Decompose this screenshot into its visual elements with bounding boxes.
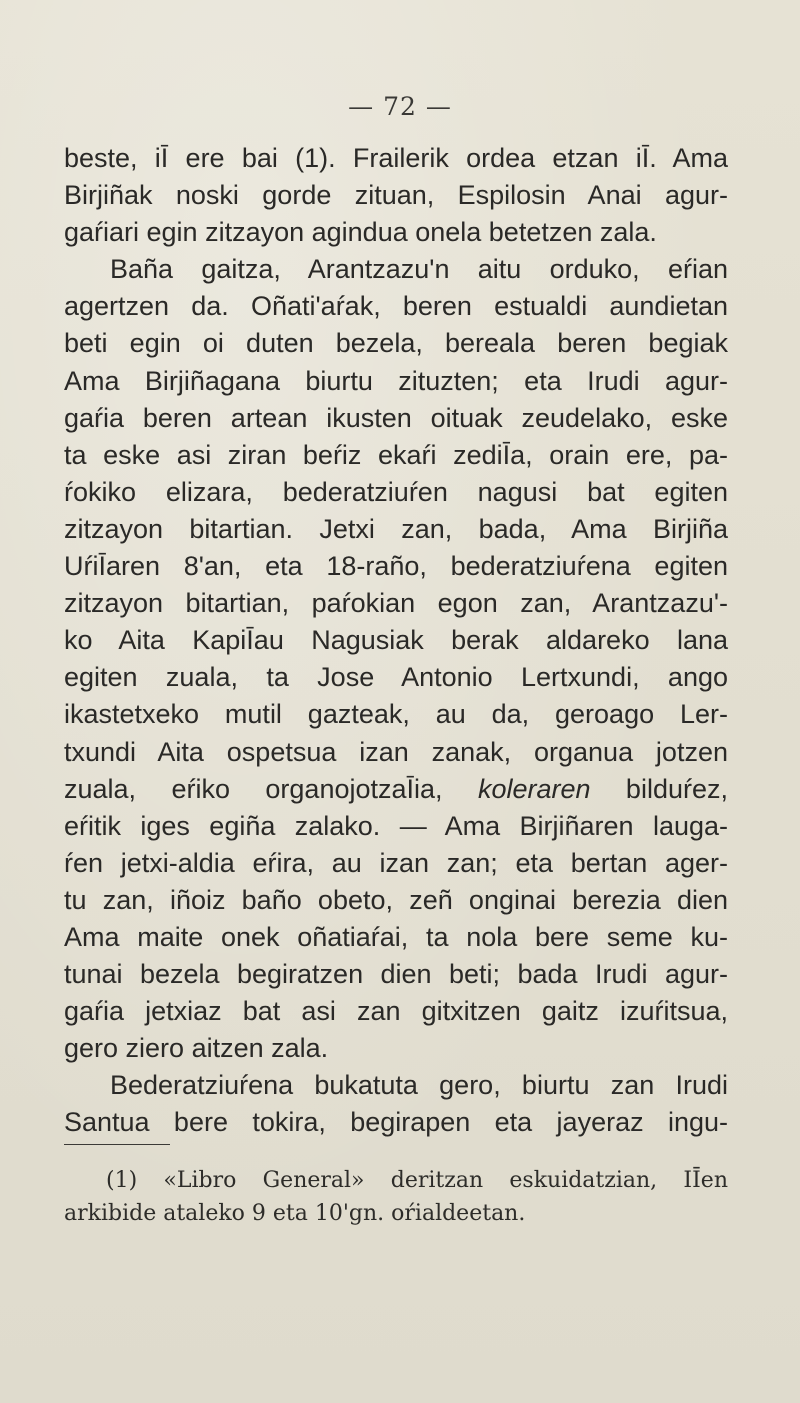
text-line: gaŕia jetxiaz bat asi zan gitxitzen gaitz izuŕitsua,	[64, 996, 728, 1027]
text-line: agertzen da. Oñati'aŕak, beren estualdi aundietan	[64, 291, 728, 322]
text-line: ko Aita KapiĪau Nagusiak berak aldareko lana	[64, 625, 728, 656]
text-line: Bederatziuŕena bukatuta gero, biurtu zan Irudi	[110, 1070, 728, 1101]
text-line: Birjiñak noski gorde zituan, Espilosin Anai agur-	[64, 180, 728, 211]
text-line: gaŕiari egin zitzayon agindua onela betetzen zala.	[64, 217, 657, 248]
text-line: gaŕia beren artean ikusten oituak zeudelako, eske	[64, 402, 728, 433]
text-line: ŕen jetxi-aldia eŕira, au izan zan; eta bertan ager-	[64, 847, 728, 878]
text-line: tunai bezela begiratzen dien beti; bada Irudi agur-	[64, 959, 728, 990]
text-line: eŕitik iges egiña zalako. — Ama Birjiñaren lauga-	[64, 810, 728, 841]
footnote	[64, 1164, 728, 1230]
text-line: zitzayon bitartian, paŕokian egon zan, Arantzazu'-	[64, 588, 728, 619]
body-text	[64, 140, 728, 1142]
text-line: Ama maite onek oñatiaŕai, ta nola bere seme ku-	[64, 921, 728, 952]
text-line: Santua bere tokira, begirapen eta jayeraz ingu-	[64, 1107, 728, 1138]
text-line: zuala, eŕiko organojotzaĪia, koleraren bilduŕez,	[64, 773, 728, 804]
paragraph-3	[64, 1067, 728, 1141]
text-line: ta eske asi ziran beŕiz ekaŕi zediĪa, orain ere, pa-	[64, 439, 728, 470]
text-line: tu zan, iñoiz baño obeto, zeñ onginai berezia dien	[64, 884, 728, 915]
italic-word: koleraren	[477, 773, 591, 804]
text-line: gero ziero aitzen zala.	[64, 1033, 329, 1064]
text-line: txundi Aita ospetsua izan zanak, organua jotzen	[64, 736, 728, 767]
footnote-line: (1) «Libro General» deritzan eskuidatzian, IĪen	[106, 1168, 728, 1193]
text-line: Baña gaitza, Arantzazu'n aitu orduko, eŕian	[110, 254, 728, 285]
text-line: ikastetxeko mutil gazteak, au da, geroago Ler-	[64, 699, 728, 730]
page-number: — 72 —	[348, 92, 452, 121]
text-line: UŕiĪaren 8'an, eta 18-raño, bederatziuŕena egiten	[64, 551, 728, 582]
text-line: Ama Birjiñagana biurtu zituzten; eta Irudi agur-	[64, 365, 728, 396]
text-line: egiten zuala, ta Jose Antonio Lertxundi, ango	[64, 662, 728, 693]
paragraph-1	[64, 140, 728, 251]
paragraph-2	[64, 251, 728, 1067]
text-line: beste, iĪ ere bai (1). Frailerik ordea etzan iĪ. Ama	[64, 143, 728, 173]
footnote-divider	[64, 1144, 170, 1145]
footnote-line: arkibide ataleko 9 eta 10'gn. oŕialdeetan.	[64, 1201, 526, 1226]
text-line: beti egin oi duten bezela, bereala beren begiak	[64, 328, 728, 359]
text-line: zitzayon bitartian. Jetxi zan, bada, Ama Birjiña	[64, 513, 728, 544]
text-line: ŕokiko elizara, bederatziuŕen nagusi bat egiten	[64, 476, 728, 507]
